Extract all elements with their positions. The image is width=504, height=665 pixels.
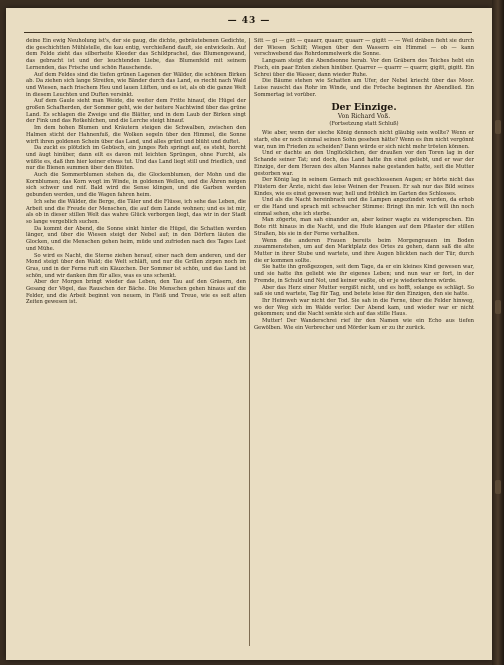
header-rule [24,32,472,33]
story-title: Der Einzige. [331,102,397,114]
story-paragraph: Aber das Herz einer Mutter vergißt nicht, und es hofft, solange es schlägt. So saß sie und wartete, Tag für Tag, und betete leise für den Einzigen, den sie hatte. [254,284,474,298]
left-paragraph: Im dem hohen Blumen und Kräutern steigen die Schwalben, zwischen den Halmen sticht der Hahnenfuß, die Wolken segeln über den Himmel, die Sonne wirft ihren goldenen Schein über das Land, und alles grünt und blüht und duftet. [26,125,246,145]
right-paragraph: Langsam steigt die Abendsonne herab. Vor den Gräbern des Teiches hebt ein Fisch, ein paar Enten ziehen hinüber. Quarrer — quarrr — quarrr, gigitt, gigitt. Ein Schrei über die Wasser, dann wieder Ruhe. [254,58,474,78]
right-column [254,38,474,650]
binding-mark [495,120,501,134]
binding-mark [495,480,501,494]
right-paragraph: Die Bäume stehen wie Schatten am Ufer, der Nebel kriecht über das Moor. Leise rauscht das Rohr im Winde, und die Frösche beginnen ihr Abendlied. Ein Sommertag ist vorüber. [254,78,474,98]
left-paragraph: Da kommt der Abend, die Sonne sinkt hinter die Hügel, die Schatten werden länger, und über die Wiesen steigt der Nebel auf; in den Dörfern läuten die Glocken, und die Menschen gehen heim, müde und zufrieden nach des Tages Last und Mühe. [26,225,246,252]
left-paragraph: Auf dem Gaule sieht man Weide, die weiter dem Fritte hinauf, die Hügel der großen Schafherden, der Sommer geht, wie der heitere Nachtwind über das grüne Land. Es schlagen die Zweige und die Blätter, und in dem Laub der Birken singt der Fink und das Rotkehlchen, und die Lerche steigt hinauf. [26,98,246,125]
story-paragraph: Und er dachte an den Unglücklichen, der draußen vor den Toren lag in der Schande seiner Tat; und doch, das Land hatte ihn einst geliebt, und er war der Einzige, der dem Herzen des alten Mannes nahe gestanden hatte, seit die Mutter gestorben war. [254,150,474,177]
story-note: (Fortsetzung statt Schluß) [329,121,399,128]
left-paragraph: Ich sehe die Wälder, die Berge, die Täler und die Flüsse, ich sehe das Leben, die Arbeit und die Freude der Menschen, die auf dem Lande wohnen; und es ist mir, als ob in dieser stillen Welt das wahre Glück verborgen liegt, das wir in der Stadt so lange vergeblich suchen. [26,198,246,225]
story-author: Von Richard Voß. [337,113,391,121]
story-paragraph: Ihr Heimweh war nicht der Tod. Sie sah in die Ferne, über die Felder hinweg, wo der Weg sich im Walde verlor. Der Abend kam, und wieder war er nicht gekommen; und die Nacht senkte sich auf das stille Haus. [254,297,474,318]
story-paragraph: Wenn die anderen Frauen bereits beim Morgengrauen im Boden zusammenstehen, um auf den Marktplatz des Ortes zu gehen, dann saß die alte Mutter in ihrer Stube und wartete, und ihre Augen blickten nach der Tür, durch die er kommen sollte. [254,237,474,264]
story-paragraph: Wie aber, wenn der sieche König dennoch nicht gläubig sein wollte? Wenn er starb, ehe er noch einmal seinen Sohn gesehen hätte? Wenn es ihm nicht vergönnt war, nun im Frieden zu scheiden? Dann würde er sich nicht mehr trösten können. [254,130,474,150]
left-paragraph: Auf dem Feldes sind die tiefen grünen Lagenen der Wälder, die schönen Birken ab. Da ziehen sich lange Streifen, wie Bänder durch das Land, es riecht nach Wald und Wiesen, nach frischem Heu und lauen Lüften, und es ist, als ob die ganze Welt in diesem Leuchten und Duften versinkt. [26,71,246,98]
newspaper-page [6,8,492,660]
story-paragraph: Mutter! Der Wanderschrei rief ihr den Namen wie ein Echo aus tiefen Gewölben. Wie ein Verbrecher und Mörder kam er zu ihr zurück. [254,318,474,331]
left-paragraph: Da zuckt es plötzlich im Gebüsch, ein junges Reh springt auf, es steht, horcht und äugt hinüber, dann eilt es davon mit leichten Sprüngen, ohne Furcht, als wüßte es, daß ihm hier keiner etwas tut. Und das Land liegt still und friedlich, und nur die Bienen summen über den Blüten. [26,145,246,172]
story-paragraph: Und als die Nacht hereinbrach und die Lampen angezündet wurden, da erhob er die Hand und sprach mit schwacher Stimme: Bringt ihn mir. Ich will ihn noch einmal sehen, ehe ich sterbe. [254,197,474,217]
left-paragraph: So wird es Nacht, die Sterne ziehen herauf, einer nach dem anderen, und der Mond steigt über den Wald; die Welt schläft, und nur die Grillen zirpen noch im Gras, und in der Ferne ruft ein Käuzchen. Der Sommer ist schön, und das Land ist schön, und wir danken ihm für alles, was es uns schenkt. [26,252,246,279]
left-column [26,38,246,650]
story-paragraph: Der König lag in seinem Gemach mit geschlossenen Augen; er hörte nicht das Flüstern der Ärzte, nicht das leise Weinen der Frauen. Er sah nur das Bild seines Kindes, wie es einst gewesen war, hell und fröhlich im Garten des Schlosses. [254,177,474,197]
left-paragraph: Auch die Sommerblumen stehen da, die Glockenblumen, der Mohn und die Kornblumen; das Korn wogt im Winde, in goldenen Wellen, und die Ähren neigen sich schwer und reif. Bald wird die Sense klingen, und die Garben werden gebunden werden, und die Wagen fahren heim. [26,172,246,199]
page-number: — 43 — [227,16,271,26]
left-paragraph: Aber der Morgen bringt wieder das Leben, den Tau auf den Gräsern, den Gesang der Vögel, das Rauschen der Bäche. Die Menschen gehen hinaus auf die Felder, und die Arbeit beginnt von neuem, in Fleiß und Treue, wie es seit alten Zeiten gewesen ist. [26,279,246,306]
column-divider [249,38,250,646]
binding-mark [495,300,501,314]
right-paragraph: Sitt — gi — gitt — quaarr, quaarr, quaarr — gigitt — — Weil dräben fieht sie durch der Wiesen Schilf; Wiegen über den Wassern ein Himmel — ob — kann verschwebend das Rohrdommelwerk die Sonne. [254,38,474,58]
story-paragraph: Sie hatte ihn großgezogen, seit dem Tage, da er ein kleines Kind gewesen war, und sie hatte ihn geliebt wie ihr eigenes Leben; und nun war er fort, in der Fremde, in Schuld und Not, und keiner wußte, ob er je wiederkehren würde. [254,264,474,284]
book-binding-edge [492,0,504,665]
left-paragraph: deine Ein ewig Neuholung ist's, der sie gaug, die dichte, gebräutebenen Gedichte, die geschichtten Mühlstelle, die kau entig, verchießend dauft, sie entwickeln. Auf dem Felde zieht das silberheite Kleeder das Schildprachel, das Blumengewand, das gebracht ist und der leuchtenden Liebe, das Blumenfeld mit seinem Lernenden, das Frische und schön Rauschende. [26,38,246,71]
story-paragraph: Man zögerte, man sah einander an, aber keiner wagte zu widersprechen. Ein Bote ritt hinaus in die Nacht, und die Hufe klangen auf dem Pflaster der stillen Straßen, bis sie in der Ferne verhallten. [254,217,474,237]
